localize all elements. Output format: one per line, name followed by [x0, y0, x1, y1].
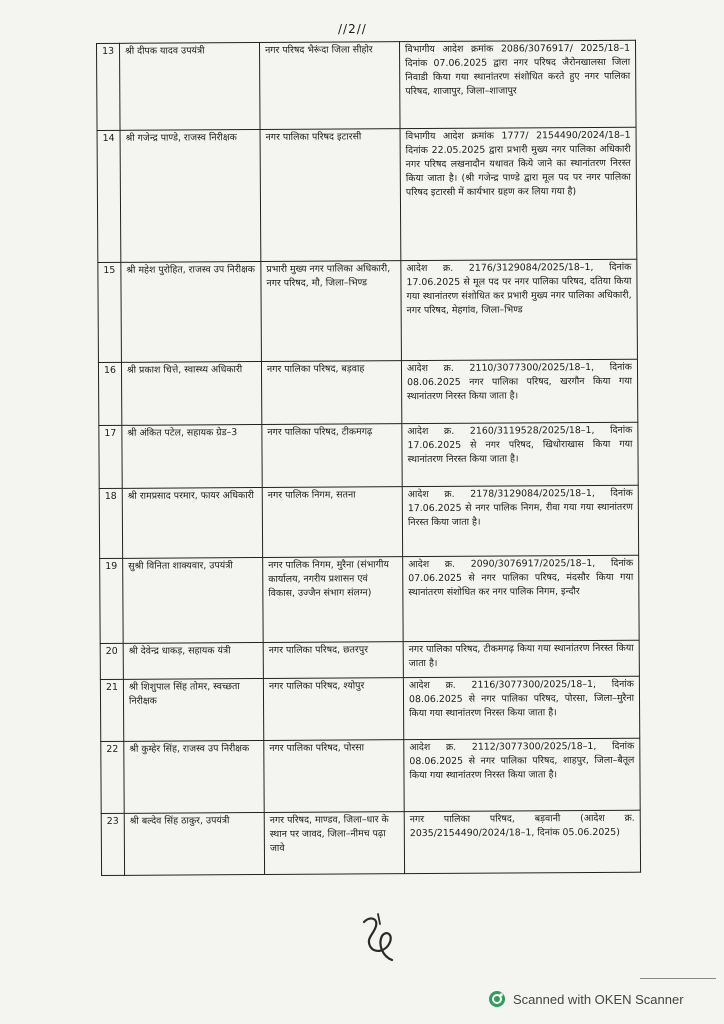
employee-name: श्री महेश पुरोहित, राजस्व उप निरीक्षक — [121, 261, 262, 362]
transfer-order-table — [96, 40, 641, 876]
current-posting: नगर पालिका परिषद, श्योपुर — [263, 678, 403, 741]
table-row — [97, 40, 637, 130]
serial-number: 19 — [100, 558, 124, 643]
employee-name: श्री शिशुपाल सिंह तोमर, स्वच्छता निरीक्षक — [123, 678, 263, 741]
current-posting: नगर पालिका परिषद, छतरपुर — [263, 642, 403, 679]
current-posting: नगर पालिक निगम, सतना — [262, 487, 402, 558]
employee-name: श्री देवेन्द्र धाकड़, सहायक यंत्री — [123, 642, 263, 679]
employee-name: सुश्री विनिता शाक्यवार, उपयंत्री — [123, 557, 264, 643]
table-row — [98, 259, 638, 362]
serial-number: 16 — [98, 362, 121, 425]
order-detail: विभागीय आदेश क्रमांक 2086/3076917/ 2025/18–1 दिनांक 07.06.2025 द्वारा नगर परिषद जैरोनखालसा जिला निवाडी किया गया स्थानांतरण संशोधित करते हुए नगर पालिका परिषद, शाजापुर, जिला–शाजापुर — [399, 40, 636, 128]
serial-number: 21 — [100, 679, 123, 741]
table-row — [97, 127, 637, 262]
order-detail: आदेश क्र. 2178/3129084/2025/18–1, दिनांक 17.06.2025 से नगर पालिक निगम, रीवा गया गया स्थानांतरण निरस्त किया जाता है। — [402, 485, 638, 556]
scanner-watermark — [488, 990, 684, 1008]
scanner-label: Scanned with OKEN Scanner — [513, 991, 684, 1007]
order-detail: आदेश क्र. 2112/3077300/2025/18–1, दिनांक 08.06.2025 से नगर पालिका परिषद, शाहपुर, जिला–बैतूल किया गया स्थानांतरण निरस्त किया जाता है। — [404, 738, 640, 811]
order-detail: नगर पालिका परिषद, बड़वानी (आदेश क्र. 2035/2154490/2024/18–1, दिनांक 05.06.2025) — [404, 810, 640, 873]
order-detail: आदेश क्र. 2116/3077300/2025/18–1, दिनांक 08.06.2025 से नगर पालिका परिषद, पोरसा, जिला–मुरैना किया गया स्थानांतरण निरस्त किया जाता है। — [403, 676, 639, 739]
serial-number: 15 — [98, 262, 122, 362]
current-posting: नगर पालिका परिषद, पोरसा — [264, 740, 404, 813]
table-row — [100, 640, 639, 679]
table-row — [101, 810, 640, 875]
order-detail: आदेश क्र. 2090/3076917/2025/18–1, दिनांक 07.06.2025 से नगर पालिका परिषद, मंदसौर किया गया स्थानांतरण संशोधित कर नगर पालिक निगम, इन्दौर — [403, 555, 640, 641]
employee-name: श्री कुम्हेर सिंह, राजस्व उप निरीक्षक — [124, 740, 264, 813]
employee-name: श्री बल्देव सिंह ठाकुर, उपयंत्री — [124, 812, 264, 875]
page-number: //2// — [338, 22, 367, 36]
table-row — [99, 422, 638, 488]
employee-name: श्री प्रकाश चित्ते, स्वास्थ्य अधिकारी — [121, 361, 261, 425]
employee-name: श्री रामप्रसाद परमार, फायर अधिकारी — [122, 487, 262, 558]
table-row — [99, 485, 638, 558]
order-detail: आदेश क्र. 2176/3129084/2025/18–1, दिनांक 17.06.2025 से मूल पद पर नगर पालिका परिषद, दतिया किया गया स्थानांतरण संशोधित कर प्रभारी मुख्य नगर पालिका अधिकारी, नगर परिषद, मेहगांव, जिला–भिण्ड — [401, 259, 638, 360]
employee-name: श्री गजेन्द्र पाण्डे, राजस्व निरीक्षक — [120, 129, 261, 262]
serial-number: 17 — [99, 425, 122, 488]
order-detail: नगर पालिका परिषद, टीकमगढ़ किया गया स्थानांतरण निरस्त किया जाता है। — [403, 640, 639, 677]
serial-number: 18 — [99, 488, 122, 558]
current-posting: नगर पालिक निगम, मुरैना (संभागीय कार्यालय, नगरीय प्रशासन एवं विकास, उज्जैन संभाग संलग्न) — [263, 557, 404, 643]
table-row — [101, 738, 640, 813]
table-row — [98, 359, 637, 425]
current-posting: नगर पालिका परिषद इटारसी — [260, 129, 401, 262]
employee-name: श्री दीपक यादव उपयंत्री — [120, 43, 261, 131]
serial-number: 22 — [101, 741, 124, 813]
current-posting: नगर परिषद भैरूंदा जिला सीहोर — [260, 42, 401, 130]
order-detail: आदेश क्र. 2110/3077300/2025/18–1, दिनांक 08.06.2025 नगर पालिका परिषद, खरगौन किया गया स्थानांतरण निरस्त किया जाता है। — [401, 359, 637, 423]
employee-name: श्री अंकित पटेल, सहायक ग्रेड–3 — [122, 424, 262, 488]
order-detail: विभागीय आदेश क्रमांक 1777/ 2154490/2024/18–1 दिनांक 22.05.2025 द्वारा प्रभारी मुख्य नगर पालिका अधिकारी नगर परिषद लखनादौन यथावत किये जाने का स्थानांतरण निरस्त किया जाता है। (श्री गजेन्द्र पाण्डे द्वारा मूल पद पर नगर पालिका परिषद इटारसी में कार्यभार ग्रहण कर लिया गया है) — [400, 127, 637, 260]
signature-mark — [356, 912, 402, 966]
table-row — [100, 676, 639, 741]
current-posting: प्रभारी मुख्य नगर पालिका अधिकारी, नगर परिषद, मौ, जिला–भिण्ड — [261, 261, 402, 362]
oken-scanner-icon — [488, 990, 506, 1008]
current-posting: नगर पालिका परिषद, टीकमगढ़ — [262, 424, 402, 488]
serial-number: 20 — [100, 643, 123, 679]
serial-number: 23 — [101, 813, 124, 875]
serial-number: 13 — [97, 43, 121, 130]
scan-edge-line — [640, 978, 716, 979]
current-posting: नगर परिषद, माण्डव, जिला–धार के स्थान पर जावद, जिला–नीमच पढ़ा जावे — [264, 812, 404, 875]
order-detail: आदेश क्र. 2160/3119528/2025/18–1, दिनांक 17.06.2025 से नगर परिषद, खिधोराखास किया गया स्थानांतरण निरस्त किया जाता है। — [402, 422, 638, 486]
table-row — [100, 555, 640, 643]
current-posting: नगर पालिका परिषद, बड़वाह — [261, 361, 401, 425]
serial-number: 14 — [97, 130, 121, 262]
